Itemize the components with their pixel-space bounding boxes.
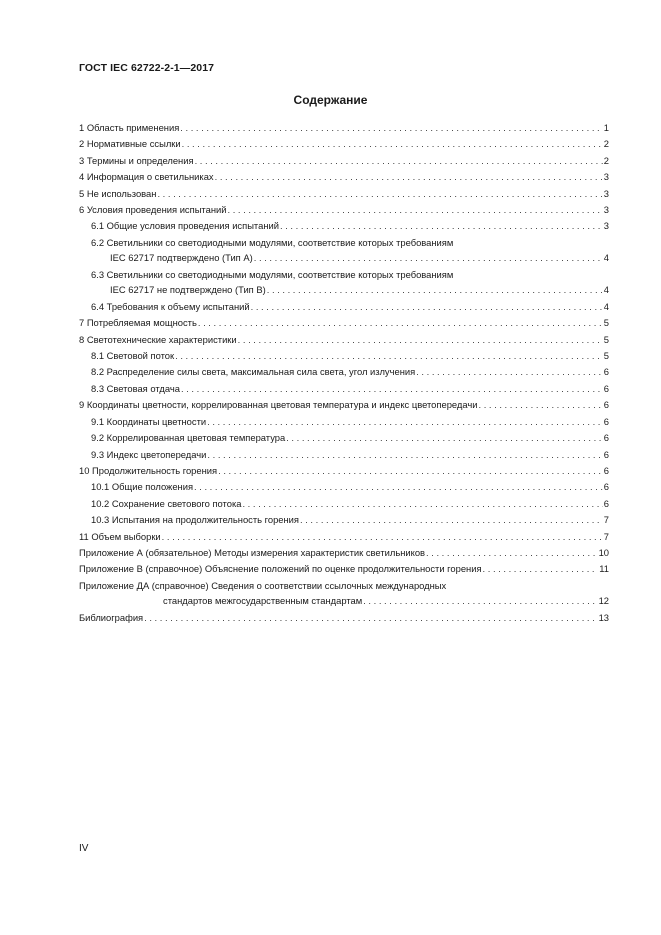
toc-entry-line bbox=[79, 610, 609, 626]
toc-dot-leader bbox=[238, 332, 603, 348]
toc-entry-line bbox=[91, 414, 609, 430]
toc-dot-leader bbox=[157, 186, 602, 202]
toc-entry-title: 7 Потребляемая мощность bbox=[79, 317, 197, 329]
toc-entry-title-line: 6.2 Светильники со светодиодными модулями, соответствие которых требованиям bbox=[91, 236, 454, 248]
toc-page-number: 2 bbox=[603, 138, 609, 150]
toc-page-number: 5 bbox=[603, 333, 609, 345]
toc-entry-line bbox=[79, 169, 609, 185]
toc-dot-leader bbox=[426, 545, 598, 561]
toc-entry[interactable] bbox=[79, 153, 609, 169]
toc-entry-title: 9.3 Индекс цветопередачи bbox=[91, 448, 207, 460]
toc-page-number: 6 bbox=[603, 448, 609, 460]
toc-entry-line bbox=[91, 299, 609, 315]
toc-entry-line bbox=[79, 593, 609, 609]
toc-entry[interactable] bbox=[79, 332, 609, 348]
toc-dot-leader bbox=[207, 414, 603, 430]
toc-entry-line bbox=[79, 561, 609, 577]
toc-page-number: 12 bbox=[598, 595, 609, 607]
toc-entry[interactable] bbox=[79, 136, 609, 152]
toc-entry[interactable] bbox=[79, 218, 609, 234]
toc-title: Содержание bbox=[293, 93, 368, 107]
toc-entry[interactable] bbox=[79, 545, 609, 561]
toc-entry-title-line: Приложение ДА (справочное) Сведения о соответствии ссылочных международных bbox=[79, 579, 447, 591]
toc-entry-line bbox=[79, 120, 609, 136]
toc-entry-title: IEC 62717 подтверждено (Тип А) bbox=[110, 252, 253, 264]
toc-entry-title: 8.1 Световой поток bbox=[91, 350, 175, 362]
toc-entry[interactable] bbox=[79, 496, 609, 512]
toc-entry-title: 6.1 Общие условия проведения испытаний bbox=[91, 220, 279, 232]
toc-entry-line bbox=[91, 496, 609, 512]
toc-entry-title: 8.3 Световая отдача bbox=[91, 382, 180, 394]
toc-page-number: 4 bbox=[603, 284, 609, 296]
toc-entry-line bbox=[79, 529, 609, 545]
toc-page-number: 7 bbox=[603, 530, 609, 542]
toc-dot-leader bbox=[286, 430, 603, 446]
toc-entry-title: стандартов межгосударственным стандартам bbox=[163, 595, 363, 607]
toc-entry[interactable] bbox=[79, 186, 609, 202]
toc-entry-title: IEC 62717 не подтверждено (Тип В) bbox=[110, 284, 266, 296]
toc-dot-leader bbox=[300, 512, 603, 528]
toc-entry-title: 3 Термины и определения bbox=[79, 154, 194, 166]
toc-page-number: 4 bbox=[603, 300, 609, 312]
toc-entry-title: 8 Светотехнические характеристики bbox=[79, 333, 237, 345]
toc-entry[interactable] bbox=[79, 397, 609, 413]
toc-page-number: 6 bbox=[603, 481, 609, 493]
toc-page-number: 6 bbox=[603, 464, 609, 476]
toc-entry-title: 9 Координаты цветности, коррелированная цветовая температура и индекс цветопередачи bbox=[79, 399, 478, 411]
toc-entry-line bbox=[79, 397, 609, 413]
toc-entry-line bbox=[91, 447, 609, 463]
toc-entry-line bbox=[79, 463, 609, 479]
toc-entry-line bbox=[79, 186, 609, 202]
toc-dot-leader bbox=[416, 364, 603, 380]
toc-dot-leader bbox=[267, 282, 603, 298]
toc-dot-leader bbox=[181, 381, 603, 397]
toc-page-number: 11 bbox=[599, 563, 609, 575]
toc-entry[interactable] bbox=[79, 447, 609, 463]
toc-entry[interactable] bbox=[79, 561, 609, 577]
toc-entry[interactable] bbox=[79, 236, 609, 267]
toc-dot-leader bbox=[254, 250, 603, 266]
toc-entry-line bbox=[79, 136, 609, 152]
toc-entry-title: Приложение А (обязательное) Методы измерения характеристик светильников bbox=[79, 546, 426, 558]
toc-dot-leader bbox=[227, 202, 602, 218]
toc-dot-leader bbox=[180, 120, 602, 136]
toc-entry[interactable] bbox=[79, 169, 609, 185]
toc-dot-leader bbox=[215, 169, 603, 185]
toc-entry[interactable] bbox=[79, 463, 609, 479]
toc-entry-title: 4 Информация о светильниках bbox=[79, 171, 214, 183]
toc-page-number: 6 bbox=[603, 399, 609, 411]
toc-page-number: 3 bbox=[603, 187, 609, 199]
toc-page-number: 3 bbox=[603, 171, 609, 183]
toc-entry[interactable] bbox=[79, 529, 609, 545]
toc-entry-title: 6 Условия проведения испытаний bbox=[79, 204, 227, 216]
toc-page-number: 7 bbox=[603, 514, 609, 526]
toc-page-number: 6 bbox=[603, 432, 609, 444]
toc-dot-leader bbox=[175, 348, 603, 364]
toc-dot-leader bbox=[162, 529, 603, 545]
document-id: ГОСТ IEC 62722-2-1—2017 bbox=[79, 62, 215, 74]
toc-dot-leader bbox=[195, 153, 603, 169]
toc-dot-leader bbox=[251, 299, 603, 315]
toc-entry-line bbox=[91, 218, 609, 234]
toc-page-number: 4 bbox=[603, 252, 609, 264]
table-of-contents bbox=[79, 120, 609, 626]
toc-dot-leader bbox=[207, 447, 602, 463]
toc-page-number: 1 bbox=[603, 122, 609, 133]
toc-entry-line bbox=[91, 430, 609, 446]
toc-entry-line bbox=[91, 381, 609, 397]
toc-dot-leader bbox=[479, 397, 603, 413]
toc-dot-leader bbox=[242, 496, 602, 512]
toc-page-number: 13 bbox=[598, 611, 609, 623]
toc-entry-title: Библиография bbox=[79, 611, 144, 623]
toc-entry-line bbox=[79, 315, 609, 331]
toc-page-number: 6 bbox=[603, 497, 609, 509]
toc-entry[interactable] bbox=[79, 430, 609, 446]
toc-entry-line bbox=[79, 545, 609, 561]
toc-entry[interactable] bbox=[79, 348, 609, 364]
page-folio: IV bbox=[79, 843, 89, 854]
toc-entry-line bbox=[91, 512, 609, 528]
toc-dot-leader bbox=[182, 136, 603, 152]
toc-entry-line bbox=[91, 250, 609, 266]
toc-entry-title: 10.2 Сохранение светового потока bbox=[91, 497, 242, 509]
toc-entry-line bbox=[91, 282, 609, 298]
toc-entry[interactable] bbox=[79, 610, 609, 626]
toc-page-number: 6 bbox=[603, 415, 609, 427]
toc-page-number: 6 bbox=[603, 382, 609, 394]
toc-entry[interactable] bbox=[79, 315, 609, 331]
toc-entry-line bbox=[91, 348, 609, 364]
toc-entry-line bbox=[91, 364, 609, 380]
toc-entry-title: 8.2 Распределение силы света, максимальная сила света, угол излучения bbox=[91, 366, 416, 378]
toc-entry-line bbox=[91, 479, 609, 495]
toc-entry[interactable] bbox=[79, 381, 609, 397]
toc-entry[interactable] bbox=[79, 414, 609, 430]
toc-dot-leader bbox=[218, 463, 603, 479]
toc-entry-title: 6.4 Требования к объему испытаний bbox=[91, 300, 250, 312]
toc-dot-leader bbox=[144, 610, 597, 626]
toc-entry-title: 9.1 Координаты цветности bbox=[91, 415, 207, 427]
toc-entry[interactable] bbox=[79, 479, 609, 495]
toc-entry[interactable] bbox=[79, 364, 609, 380]
toc-dot-leader bbox=[280, 218, 603, 234]
toc-dot-leader bbox=[483, 561, 599, 577]
toc-page-number: 10 bbox=[598, 546, 609, 558]
toc-entry[interactable] bbox=[79, 120, 609, 136]
toc-entry-title: 10 Продолжительность горения bbox=[79, 464, 218, 476]
toc-entry-title: 10.1 Общие положения bbox=[91, 481, 194, 493]
toc-entry-line bbox=[79, 332, 609, 348]
toc-entry-line bbox=[79, 202, 609, 218]
toc-entry-title-line: 6.3 Светильники со светодиодными модулями, соответствие которых требованиям bbox=[91, 268, 454, 280]
toc-page-number: 5 bbox=[603, 317, 609, 329]
toc-entry[interactable] bbox=[79, 579, 609, 610]
toc-entry-title: 2 Нормативные ссылки bbox=[79, 138, 181, 150]
toc-entry[interactable] bbox=[79, 512, 609, 528]
toc-page-number: 2 bbox=[603, 154, 609, 166]
toc-dot-leader bbox=[363, 593, 597, 609]
toc-entry-title: 9.2 Коррелированная цветовая температура bbox=[91, 432, 286, 444]
toc-page-number: 5 bbox=[603, 350, 609, 362]
toc-dot-leader bbox=[198, 315, 603, 331]
toc-page-number: 6 bbox=[603, 366, 609, 378]
toc-entry-line bbox=[79, 153, 609, 169]
toc-entry-title: 5 Не использован bbox=[79, 187, 157, 199]
toc-entry[interactable] bbox=[79, 202, 609, 218]
toc-page-number: 3 bbox=[603, 220, 609, 232]
toc-entry-title: 11 Объем выборки bbox=[79, 530, 161, 542]
toc-entry[interactable] bbox=[79, 268, 609, 299]
toc-entry-title: 1 Область применения bbox=[79, 122, 180, 133]
toc-dot-leader bbox=[194, 479, 603, 495]
toc-entry-title: Приложение В (справочное) Объяснение положений по оценке продолжительности горения bbox=[79, 563, 482, 575]
toc-entry[interactable] bbox=[79, 299, 609, 315]
toc-page-number: 3 bbox=[603, 204, 609, 216]
toc-entry-title: 10.3 Испытания на продолжительность горения bbox=[91, 514, 299, 526]
